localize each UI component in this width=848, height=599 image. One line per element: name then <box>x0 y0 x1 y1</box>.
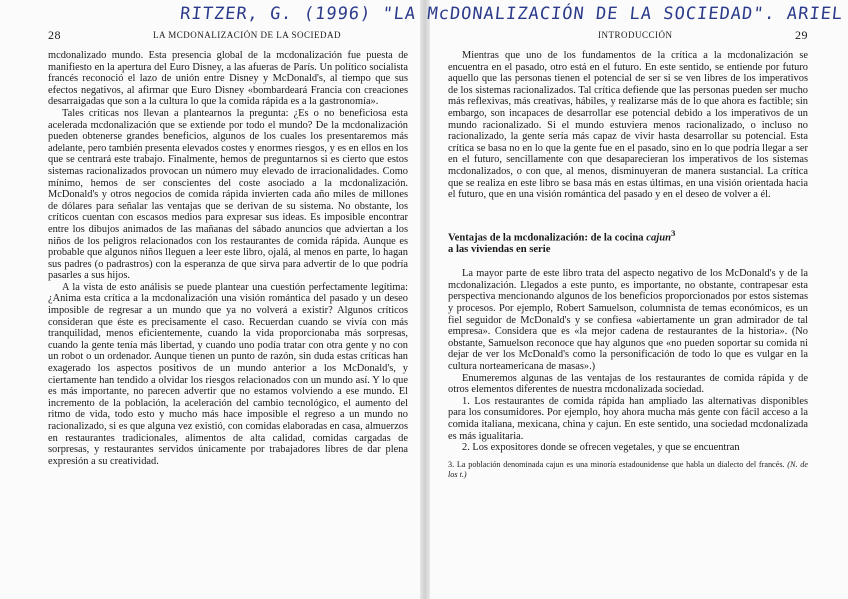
right-running-head <box>448 30 808 44</box>
section-title-italic: cajun <box>646 232 671 244</box>
right-page-number: 29 <box>795 30 808 42</box>
right-paragraph-3: Enumeremos algunas de las ventajas de los restaurantes de comida rápida y de otros elementos diferentes de nuestra mcdonalizada sociedad. <box>448 372 808 396</box>
left-paragraph-1: mcdonalizado mundo. Esta presencia global de la mcdonalización fue puesta de manifiesto en la apertura del Euro Disney, a las afueras de París. Un político socialista francés reconoció el lazo de unión entre Disney y McDonald's, al tiempo que sus efectos negativos, al afirmar que Euro Disney «bombardeará Francia con creaciones desarraigadas que son a la cultura lo que la comida rápida es a la gastronomía». <box>48 50 408 108</box>
right-paragraph-5: 2. Los expositores donde se ofrecen vegetales, y que se encuentran <box>462 442 740 454</box>
left-paragraph-3: A la vista de esto análisis se puede plantear una cuestión perfectamente legítima: ¿Anima esta crítica a la mcdonalización una visión romántica del pasado y un deseo imposible de regresar a un mundo que ya no volverá a existir? Algunos críticos consideran que éste es precisamente el caso. Recuerdan cuando se vivía con más tranquilidad, menos eficientemente, cuando la vida proporcionaba más sorpresas, cuando la gente tenía más libertad, y cuando uno podía tratar con otra gente y no con un robot o un ordenador. Aunque tienen un punto de razón, sin duda estas críticas han exagerado los aspectos positivos de un mundo anterior a los McDonald's, y ciertamente han tendido a olvidar los riesgos relacionados con un mundo así. Y lo que es más importante, no parecen advertir que no estamos volviendo a ese mundo. El incremento de la población, la aceleración del cambio tecnológico, el aumento del ritmo de vida, todo esto y mucho más hace imposible el regreso a un mundo no racionalizado, si es que alguna vez existió, con comidas elaboradas en casa, almuerzos en restaurantes tradicionales, alimentos de alta calidad, comidas cargadas de sorpresas, y restaurantes servidos únicamente por trabajadores libres de dar plena expresión a su creatividad. <box>48 281 408 467</box>
right-body-text <box>448 50 808 480</box>
footnote-note: (N. de los t.) <box>448 459 808 479</box>
left-body-text <box>48 50 408 467</box>
right-paragraph-2: La mayor parte de este libro trata del aspecto negativo de los McDonald's y de la mcdonalización. Llegados a este punto, es importante, no obstante, contrapesar esta perspectiva mencionando algunos de los beneficios proporcionados por estos sistemas y procesos. Por ejemplo, Robert Samuelson, columnista de temas económicos, es un fiel seguidor de McDonald's y se confiesa «abiertamente un gran admirador de tal empresa». Considera que es «la mejor cadena de restaurantes de la historia». (No obstante, Samuelson reconoce que hay algunos que «no pueden soportar su comida ni dejar de ver los McDonald's como la personificación de todo lo que es vulgar en la cultura norteamericana de masas».) <box>448 268 808 372</box>
section-title <box>448 227 808 257</box>
left-paragraph-2: Tales críticas nos llevan a plantearnos la pregunta: ¿Es o no beneficiosa esta acelerada mcdonalización que se extiende por todo el mundo? De la mcdonalización pueden obtenerse grandes beneficios, algunos de los cuales los presentaremos más adelante, pero también presenta elevados costes y enormes riesgos, y es en ellos en los que se centrará este trabajo. Finalmente, hemos de preguntarnos si es cierto que estos sistemas racionalizados provocan un número muy elevado de irracionalidades. Como mínimo, hemos de ser conscientes del coste asociado a la mcdonalización. McDonald's y otros negocios de comida rápida invierten cada año miles de millones de dólares para señalar las ventajas que se derivan de su sistema. No obstante, los críticos cuentan con escasos medios para expresar sus ideas. Es imposible encontrar entre los dibujos animados de las mañanas del sábado anuncios que adviertan a los niños de los peligros relacionados con los restaurantes de comida rápida. Aunque es probable que algunos niños lleguen a leer este libro, ojalá, al menos en parte, lo hagan sus padres (o padrastros) con la esperanza de que sirva para advertir de lo que podría pasarles a sus hijos. <box>48 107 408 282</box>
footnote-marker: 3 <box>670 227 676 238</box>
right-paragraph-4: 1. Los restaurantes de comida rápida han ampliado las alternativas disponibles para los consumidores. Por ejemplo, hoy ahora mucha más gente con fácil acceso a la comida italiana, mexicana, china y cajun. En este sentido, una sociedad mcdonalizada es más igualitaria. <box>448 395 808 442</box>
right-running-title: INTRODUCCIÓN <box>598 30 673 40</box>
left-running-head <box>48 30 408 44</box>
section-title-part2: a las viviendas en serie <box>448 244 551 256</box>
right-paragraph-1: Mientras que uno de los fundamentos de la crítica a la mcdonalización se encuentra en el pasado, otro está en el futuro. En este sentido, se entiende por futuro aquello que las personas tienen el potencial de ser si se ven libres de los imperativos de los sistemas racionalizados. Tal crítica defiende que las personas pueden ser mucho más reflexivas, más creativas, hábiles, y realizarse más de lo que ahora es factible; sin embargo, son incapaces de desarrollar ese potencial debido a los imperativos de un mundo racionalizado. Si el mundo estuviera menos racionalizado, o incluso no racionalizado, la gente sería más capaz de vivir hasta desarrollar su potencial. Esta crítica se basa no en lo que la gente fue en el pasado, sino en lo que podría llegar a ser en el futuro, sencillamente con que desaparecieran los imperativos de los sistemas mcdonalizados, o con que, al menos, disminuyeran de manera sustancial. La crítica que se realiza en este libro se basa más en estas últimas, en una visión orientada hacia el futuro, que en una visión romántica del pasado y en el deseo de volver a él. <box>448 50 808 201</box>
section-title-part1: Ventajas de la mcdonalización: de la cocina <box>448 232 644 244</box>
footnote <box>448 460 808 480</box>
book-gutter <box>420 0 430 599</box>
left-page <box>48 30 408 595</box>
handwritten-citation: RITZER, G. (1996) "LA McDONALIZACIÓN DE LA SOCIEDAD". ARIEL <box>179 4 845 24</box>
right-page <box>448 30 808 595</box>
footnote-text: 3. La población denominada cajun es una minoría estadounidense que habla un dialecto del francés. <box>448 459 785 469</box>
left-page-number: 28 <box>48 30 61 42</box>
left-running-title: LA MCDONALIZACIÓN DE LA SOCIEDAD <box>153 30 341 40</box>
